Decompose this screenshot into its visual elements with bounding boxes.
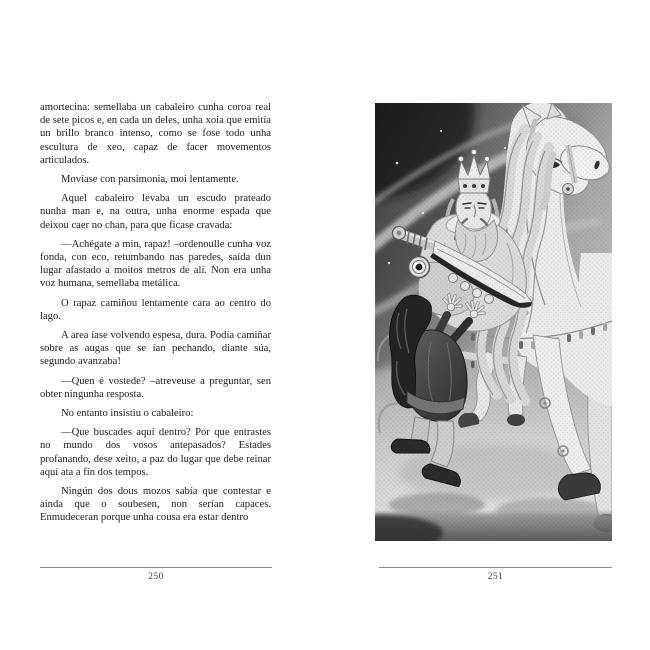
paragraph: —Quen é vostede? –atreveuse a preguntar, sen obter ningunha resposta. <box>40 375 271 400</box>
halftone-texture <box>375 103 612 541</box>
paragraph: Ningún dos dous mozos sabía que contestar e aínda que o soubesen, non serían capaces. Enmudeceran porque unha cousa era estar dentro <box>40 486 271 524</box>
paragraph: No entanto insistiu o cabaleiro: <box>61 408 194 420</box>
paragraph: Aquel cabaleiro levaba un escudo prateado nunha man e, na outra, unha enorme espada que deixou caer no chan, para que ficase cravada: <box>40 193 271 231</box>
paragraph: A area íase volvendo espesa, dura. Podía camiñar sobre as augas que se ían pechando, diante súa, segundo avanzaba! <box>40 330 271 368</box>
footer-rule-right <box>379 567 612 568</box>
footer-rule-left <box>40 567 272 568</box>
paragraph: Movíase con parsimonia, moi lentamente. <box>61 174 239 186</box>
page-number-left: 250 <box>148 572 164 582</box>
page-text <box>40 101 271 531</box>
paragraph: amortecina: semellaba un cabaleiro cunha coroa real de sete picos e, en cada un deles, unha xoia que emitía un brillo branco intenso, como se fose todo unha escultura de xeo, capaz de facer movementos articulados. <box>40 102 271 166</box>
paragraph: —Que buscades aquí dentro? Por que entrastes no mundo dos vosos antepasados? Estades profanando, dese xeito, a paz do lugar que debe reinar aquí ata a fin dos tempos. <box>40 427 271 478</box>
page-number-right: 251 <box>487 572 504 582</box>
illustration-king-on-horse <box>375 103 612 541</box>
paragraph: O rapaz camiñou lentamente cara ao centro do lago. <box>40 297 271 322</box>
paragraph: —Achégate a min, rapaz! –ordenoulle cunha voz fonda, con eco, retumbando nas paredes, saída dun lugar afastado a moitos metros de alí. Non era unha voz humana, semellaba metálica. <box>40 238 271 290</box>
